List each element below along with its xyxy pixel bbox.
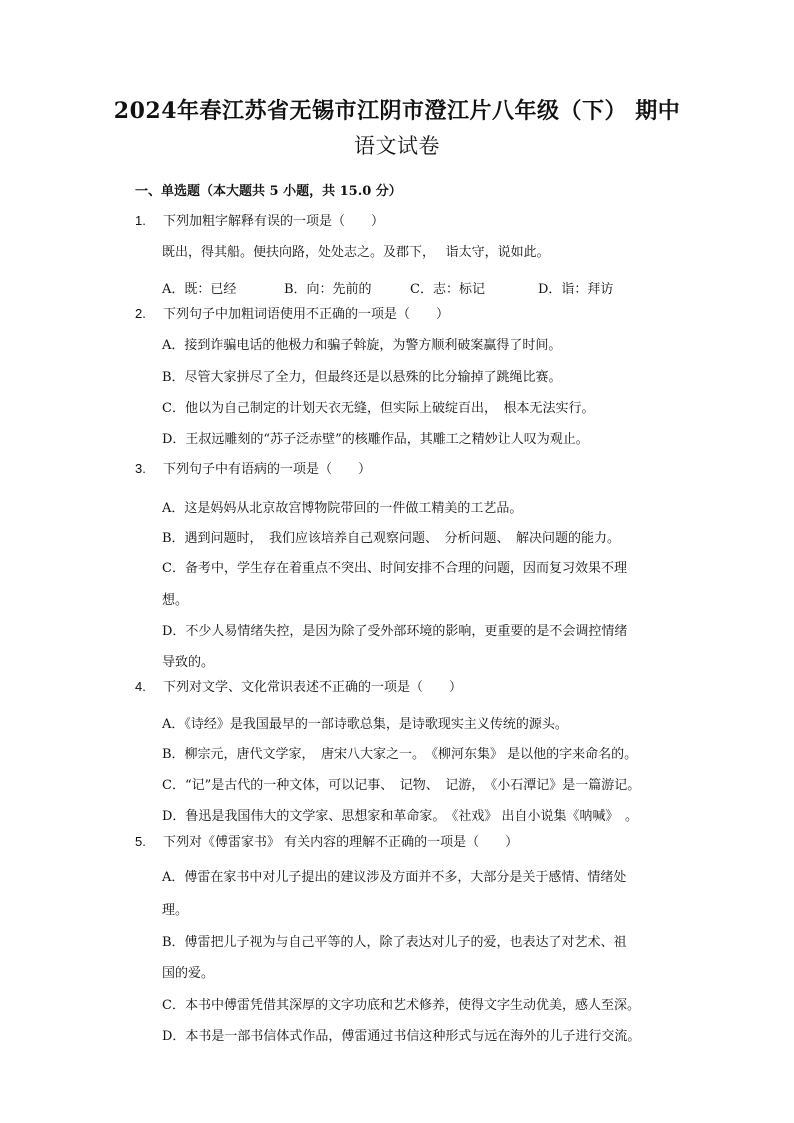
question-3-option-c-line2: 想。 <box>162 593 189 608</box>
question-number: 4. <box>135 679 146 694</box>
question-5-option-d: D．本书是一部书信体式作品，傅雷通过书信这种形式与远在海外的儿子进行交流。 <box>162 1029 641 1044</box>
question-3-option-a: A．这是妈妈从北京故宫博物院带回的一件做工精美的工艺品。 <box>162 501 523 516</box>
question-4-option-b: B．柳宗元，唐代文学家， 唐宋八大家之一。 《柳河东集》 是以他的字来命名的。 <box>162 747 638 762</box>
question-3-option-c-line1: C．备考中，学生存在着重点不突出、时间安排不合理的问题，因而复习效果不理 <box>162 561 627 576</box>
option-c: C．志：标记 <box>410 282 485 297</box>
question-4-option-a: A．《诗经》是我国最早的一部诗歌总集，是诗歌现实主义传统的源头。 <box>162 717 568 732</box>
question-stem: 下列句子中加粗词语使用不正确的一项是（ ） <box>163 307 450 322</box>
question-number: 1. <box>135 213 146 228</box>
question-stem: 下列对《傅雷家书》 有关内容的理解不正确的一项是（ ） <box>163 835 519 850</box>
exam-title-line1: 2024年春江苏省无锡市江阴市澄江片八年级（下） 期中 <box>113 98 681 124</box>
question-2-option-b: B．尽管大家拼尽了全力，但最终还是以悬殊的比分输掉了跳绳比赛。 <box>162 370 562 385</box>
question-1 <box>135 210 384 229</box>
question-4 <box>135 676 462 695</box>
question-4-option-d: D．鲁迅是我国伟大的文学家、思想家和革命家。 《社戏》 出自小说集《呐喊》 。 <box>162 809 639 824</box>
question-5-option-c: C．本书中傅雷凭借其深厚的文字功底和艺术修养，使得文字生动优美，感人至深。 <box>162 998 640 1013</box>
question-number: 5. <box>135 834 146 849</box>
question-3-option-d-line2: 导致的。 <box>162 655 215 670</box>
exam-title-line2: 语文试卷 <box>354 134 440 158</box>
question-5 <box>135 831 518 850</box>
question-stem: 下列对文学、文化常识表述不正确的一项是（ ） <box>163 680 463 695</box>
question-2 <box>135 303 449 322</box>
question-3-option-d-line1: D．不少人易情绪失控，是因为除了受外部环境的影响，更重要的是不会调控情绪 <box>162 624 628 639</box>
question-number: 2. <box>135 306 146 321</box>
question-2-option-a: A．接到诈骗电话的他极力和骗子斡旋，为警方顺利破案赢得了时间。 <box>162 338 562 353</box>
question-5-option-a-line2: 理。 <box>162 903 189 918</box>
question-4-option-c: C．“记”是古代的一种文体，可以记事、 记物、 记游， 《小石潭记》是一篇游记。 <box>162 778 641 793</box>
question-5-option-a-line1: A．傅雷在家书中对儿子提出的建议涉及方面并不多，大部分是关于感情、情绪处 <box>162 870 627 885</box>
question-2-option-d: D．王叔远雕刻的“苏子泛赤壁”的核雕作品，其雕工之精妙让人叹为观止。 <box>162 432 589 447</box>
question-3-option-b: B．遇到问题时， 我们应该培养自己观察问题、 分析问题、 解决问题的能力。 <box>162 531 621 546</box>
question-stem: 下列加粗字解释有误的一项是（ ） <box>163 214 385 229</box>
question-stem: 下列句子中有语病的一项是（ ） <box>163 462 372 477</box>
question-1-passage: 既出，得其船。便扶向路，处处志之。及郡下， 诣太守，说如此。 <box>162 245 550 260</box>
question-3 <box>135 458 371 477</box>
option-d: D．诣：拜访 <box>538 282 614 297</box>
question-5-option-b-line2: 国的爱。 <box>162 966 215 981</box>
question-number: 3. <box>135 461 146 476</box>
option-b: B．向：先前的 <box>284 282 372 297</box>
option-a: A．既：已经 <box>162 282 237 297</box>
section-heading: 一、单选题（本大题共 5 小题，共 15.0 分） <box>135 184 402 199</box>
question-2-option-c: C．他以为自己制定的计划天衣无缝，但实际上破绽百出， 根本无法实行。 <box>162 401 595 416</box>
question-5-option-b-line1: B．傅雷把儿子视为与自己平等的人，除了表达对儿子的爱，也表达了对艺术、祖 <box>162 935 627 950</box>
